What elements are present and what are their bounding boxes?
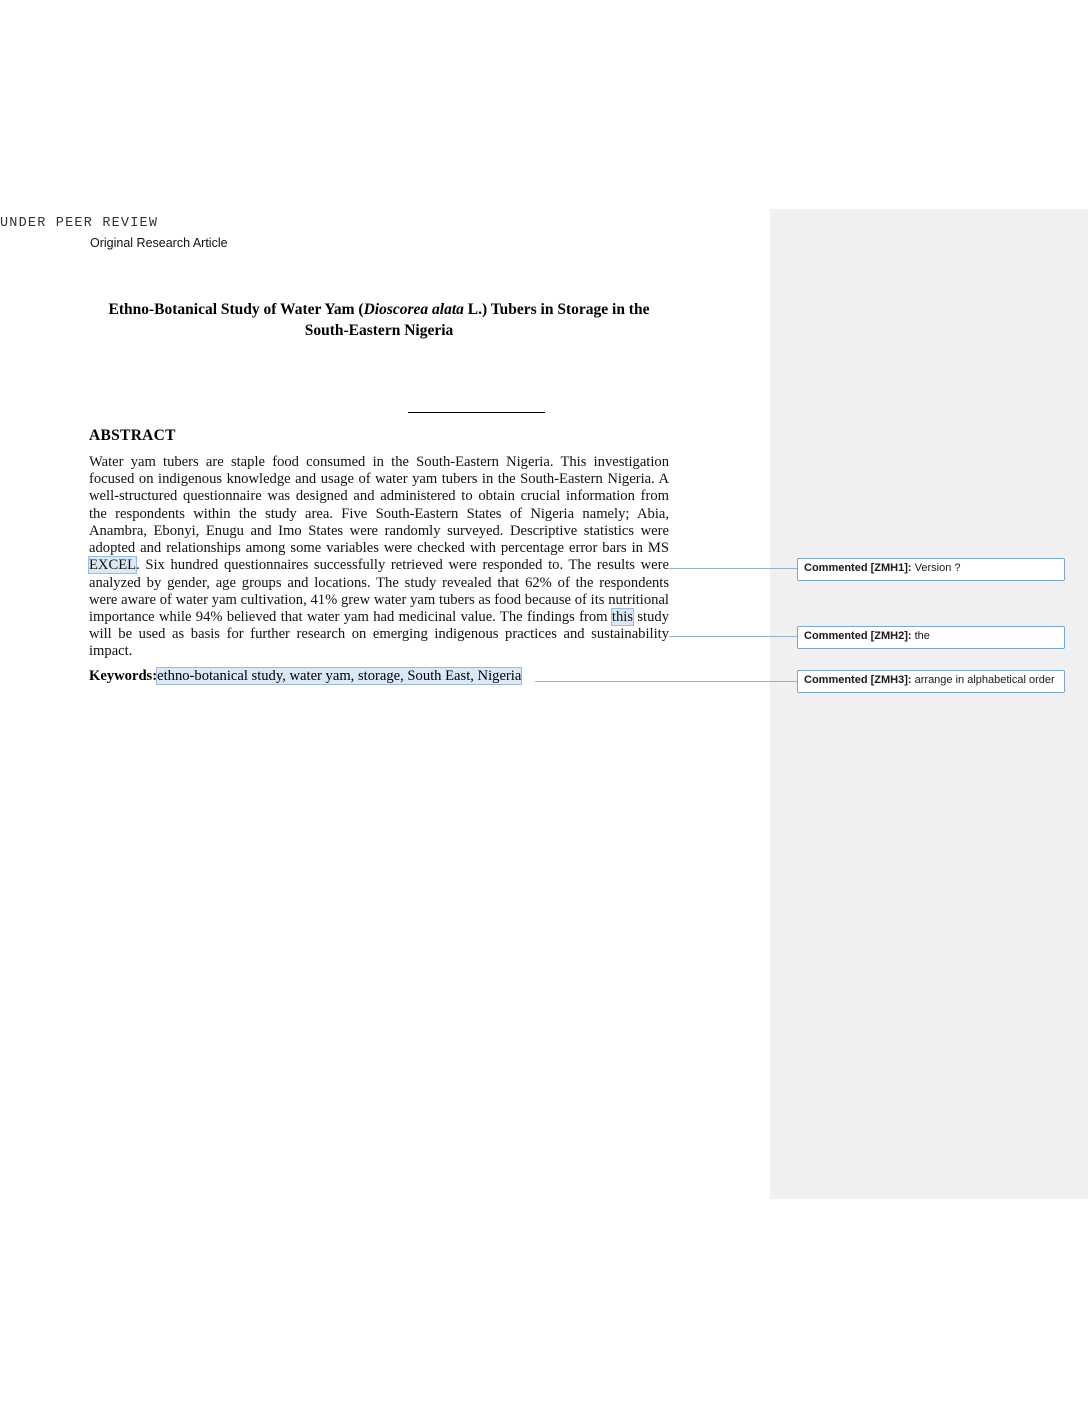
comment-margin-band	[770, 209, 1088, 1199]
abstract-text-2: . Six hundred questionnaires successfully retrieved were responded to. The results were analyzed by gender, age groups and locations. The study revealed that 62% of the respondents were aware of water yam cultivation, 41% grew water yam tubers as food because of its nutritional importance while 94% believed that water yam had medicinal value. The findings from	[89, 557, 669, 625]
comment-bubble-zmh1[interactable]	[797, 558, 1065, 581]
comment-text: the	[911, 630, 930, 642]
comment-text: Version ?	[911, 562, 961, 574]
abstract-heading: ABSTRACT	[89, 427, 176, 444]
article-type-label: Original Research Article	[90, 236, 228, 250]
abstract-text-3: study will be used as basis for further research on emerging indigenous practices and sustainability impact.	[89, 608, 669, 660]
abstract-body	[89, 454, 669, 661]
comment-text: arrange in alphabetical order	[911, 674, 1055, 686]
keywords-line	[89, 668, 689, 686]
running-header: UNDER PEER REVIEW	[0, 216, 159, 231]
horizontal-rule	[408, 412, 545, 413]
comment-tag: Commented [ZMH3]:	[804, 674, 912, 686]
comment-bubble-zmh2[interactable]	[797, 626, 1065, 649]
abstract-highlight-this[interactable]: this	[611, 608, 633, 625]
keywords-value[interactable]: ethno-botanical study, water yam, storage, South East, Nigeria	[157, 668, 522, 684]
abstract-highlight-excel[interactable]: EXCEL	[89, 557, 137, 574]
comment-connector-3	[535, 681, 797, 682]
title-species-italic: Dioscorea alata	[363, 301, 464, 318]
comment-bubble-zmh3[interactable]	[797, 670, 1065, 693]
comment-tag: Commented [ZMH2]:	[804, 630, 912, 642]
comment-connector-2	[669, 636, 797, 637]
abstract-text-1: Water yam tubers are staple food consumed in the South-Eastern Nigeria. This investigation focused on indigenous knowledge and usage of water yam tubers in the South-Eastern Nigeria. A well-structured questionnaire was designed and administered to obtain crucial information from the respondents within the study area. Five South-Eastern States of Nigeria namely; Abia, Anambra, Ebonyi, Enugu and Imo States were randomly surveyed. Descriptive statistics were adopted and relationships among some variables were checked with percentage error bars in MS	[89, 454, 669, 557]
title-part-1: Ethno-Botanical Study of Water Yam (	[108, 301, 364, 318]
page-title	[89, 300, 669, 342]
comment-tag: Commented [ZMH1]:	[804, 562, 912, 574]
keywords-label: Keywords:	[89, 668, 158, 684]
comment-connector-1	[669, 568, 797, 569]
title-part-2: L.) Tubers in Storage in the South-Eastern Nigeria	[304, 301, 650, 339]
